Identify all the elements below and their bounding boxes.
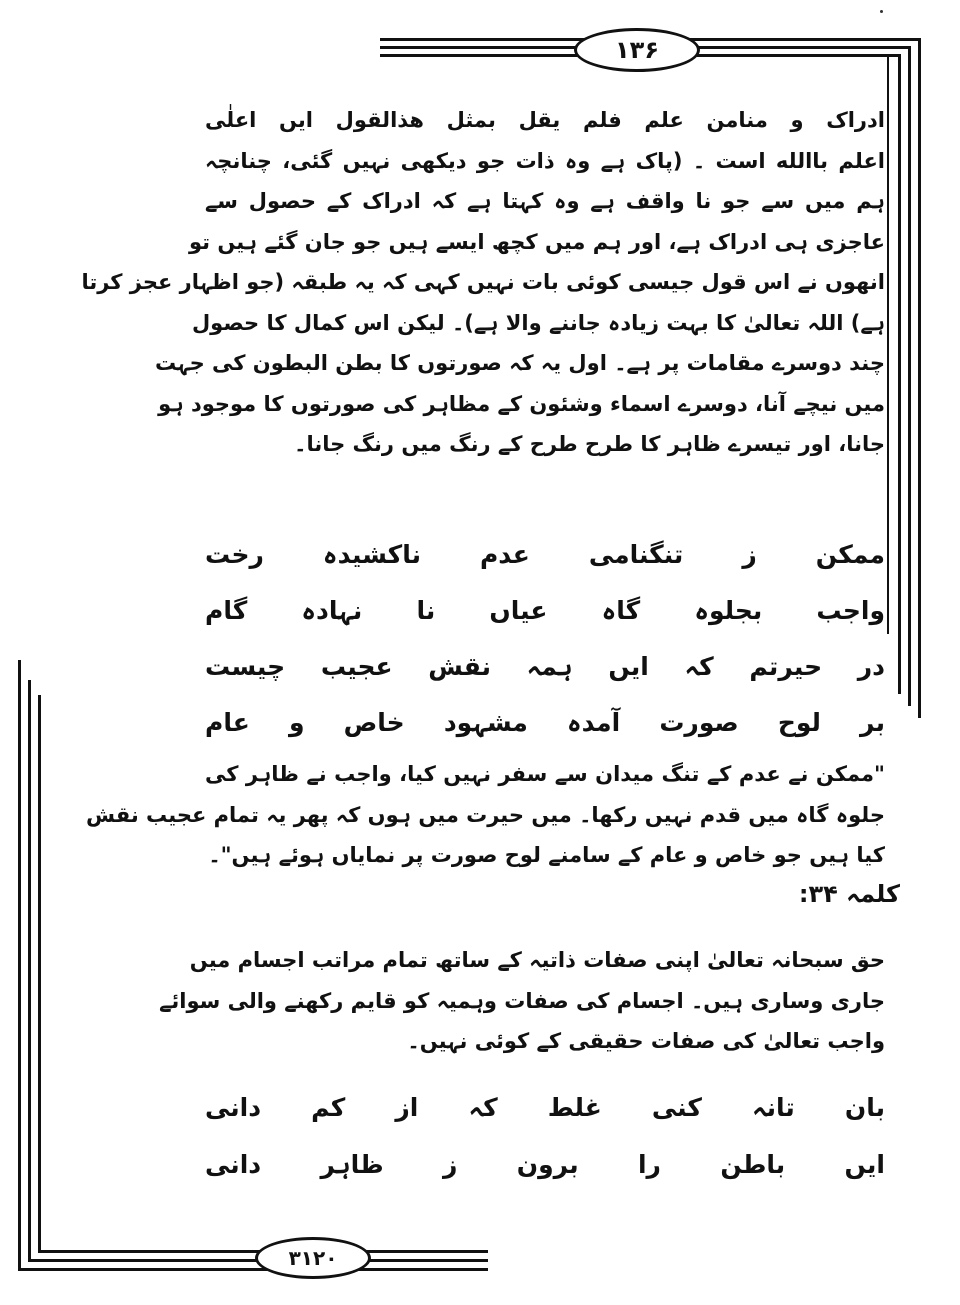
verse-word: غلط xyxy=(547,1092,602,1122)
verse-word: صورت xyxy=(659,707,739,737)
verse-word: گام xyxy=(205,595,248,625)
text-line: میں نیچے آنا، دوسرے اسماء وشئون کے مظاہر کی صورتوں کا موجود ہو xyxy=(158,391,885,416)
verse-word: چیست xyxy=(205,651,286,681)
frame-left-line xyxy=(28,680,31,1260)
verse-word: خاص xyxy=(343,707,405,737)
text-line: ادراک و منامن علم فلم یقل بمثل هذالقول ایں اعلٰی xyxy=(205,108,885,132)
text-line: اعلم باالله است ۔ (پاک ہے وہ ذات جو دیکھی نہیں گئی، چنانچہ xyxy=(205,148,885,173)
verse-word: نہادہ xyxy=(301,595,363,625)
verse-word: عجیب xyxy=(320,651,393,681)
verse-line xyxy=(205,532,885,576)
verse-word: لوح xyxy=(777,707,821,737)
verse-word: عیاں xyxy=(489,595,548,625)
section-heading: کلمہ ۳۴: xyxy=(798,880,900,908)
verse-word: کہ xyxy=(684,651,714,681)
frame-right-line xyxy=(908,46,911,706)
verse-word: ہمہ xyxy=(526,651,573,681)
text-line: حق سبحانہ تعالیٰ اپنی صفات ذاتیہ کے ساتھ تمام مراتب اجسام میں xyxy=(189,948,885,972)
verse-word: نا xyxy=(416,595,436,625)
verse-word: دانی xyxy=(205,1092,262,1122)
verse-word: عدم xyxy=(479,539,530,569)
text-line: چند دوسرے مقامات پر ہے۔ اول یہ کہ صورتوں کا بطن البطون کی جہت xyxy=(155,351,885,375)
frame-left-line xyxy=(18,660,21,1270)
verse-line xyxy=(205,1085,885,1129)
verse-word: کہ xyxy=(468,1092,498,1122)
text-line: جاری وساری ہیں۔ اجسام کی صفات وہمیہ کو قایم رکھنے والی سوائے xyxy=(159,988,885,1013)
verse-word: ممکن xyxy=(815,539,885,569)
verse-word: گاہ xyxy=(601,595,641,625)
verse-word: عام xyxy=(205,707,250,737)
text-line: انھوں نے اس قول جیسی کوئی بات نہیں کہی کہ یہ طبقہ (جو اظہار عجز کرتا xyxy=(81,270,885,294)
verse-word: ایں xyxy=(844,1149,885,1179)
verse-word: برون xyxy=(516,1149,579,1179)
verse-word: رخت xyxy=(205,539,264,569)
frame-right-line xyxy=(898,54,901,694)
frame-left-line xyxy=(38,695,41,1250)
text-line: جلوہ گاہ میں قدم نہیں رکھا۔ میں حیرت میں ہوں کہ پھر یہ تمام عجیب نقش xyxy=(86,802,885,827)
verse-word: و xyxy=(288,707,305,737)
paragraph-1 xyxy=(81,100,885,465)
paragraph-3 xyxy=(159,940,885,1062)
frame-right-line xyxy=(918,38,921,718)
frame-bottom-line xyxy=(18,1268,488,1271)
text-line: ہے) اللہ تعالیٰ کا بہت زیادہ جاننے والا ہے)۔ لیکن اس کمال کا حصول xyxy=(191,310,885,335)
top-page-number: ۱۳۶ xyxy=(574,28,700,72)
verse-word: ناکشیدہ xyxy=(322,539,421,569)
text-line: عاجزی ہی ادراک ہے، اور ہم میں کچھ ایسے ہیں جو جان گئے ہیں تو xyxy=(188,229,885,254)
verse-word: آمدہ xyxy=(567,707,621,737)
verse-word: ز xyxy=(742,539,757,569)
verse-word: بان xyxy=(844,1092,885,1122)
verse-word: در xyxy=(857,651,885,681)
text-line: ہم میں سے جو نا واقف ہے وہ کہتا ہے کہ ادراک کے حصول سے xyxy=(205,189,885,213)
verse-line xyxy=(205,588,885,632)
verse-word: کنی xyxy=(651,1092,702,1122)
verse-word: مشہود xyxy=(443,707,528,737)
verse-word: بجلوہ xyxy=(694,595,763,625)
verse-line xyxy=(205,700,885,744)
verse-word: را xyxy=(637,1149,661,1179)
verse-word: تنگنامی xyxy=(588,539,684,569)
verse-word: تانہ xyxy=(751,1092,795,1122)
verse-word: کم xyxy=(311,1092,346,1122)
paragraph-2 xyxy=(86,754,885,876)
verse-word: بر xyxy=(860,707,885,737)
verse-word: ظاہر xyxy=(320,1149,384,1179)
verse-word: ایں xyxy=(608,651,649,681)
scan-speck xyxy=(880,10,883,13)
bottom-page-number: ۳۱۲۰ xyxy=(255,1237,371,1279)
verse-word: ز xyxy=(443,1149,458,1179)
text-line: واجب تعالیٰ کی صفات حقیقی کے کوئی نہیں۔ xyxy=(407,1029,885,1053)
frame-right-line xyxy=(887,54,889,634)
text-line: "ممکن نے عدم کے تنگ میدان سے سفر نہیں کیا، واجب نے ظاہر کی xyxy=(205,762,885,786)
text-line: کیا ہیں جو خاص و عام کے سامنے لوح صورت پر نمایاں ہوئے ہیں"۔ xyxy=(208,843,885,867)
verse-word: نقش xyxy=(428,651,491,681)
verse-word: واجب xyxy=(816,595,885,625)
verse-word: از xyxy=(395,1092,419,1122)
text-line: جانا، اور تیسرے ظاہر کا طرح طرح کے رنگ میں رنگ جانا۔ xyxy=(294,432,885,456)
verse-word: دانی xyxy=(205,1149,262,1179)
verse-line xyxy=(205,644,885,688)
verse-word: باطن xyxy=(720,1149,786,1179)
verse-word: حیرتم xyxy=(749,651,823,681)
verse-line xyxy=(205,1142,885,1186)
